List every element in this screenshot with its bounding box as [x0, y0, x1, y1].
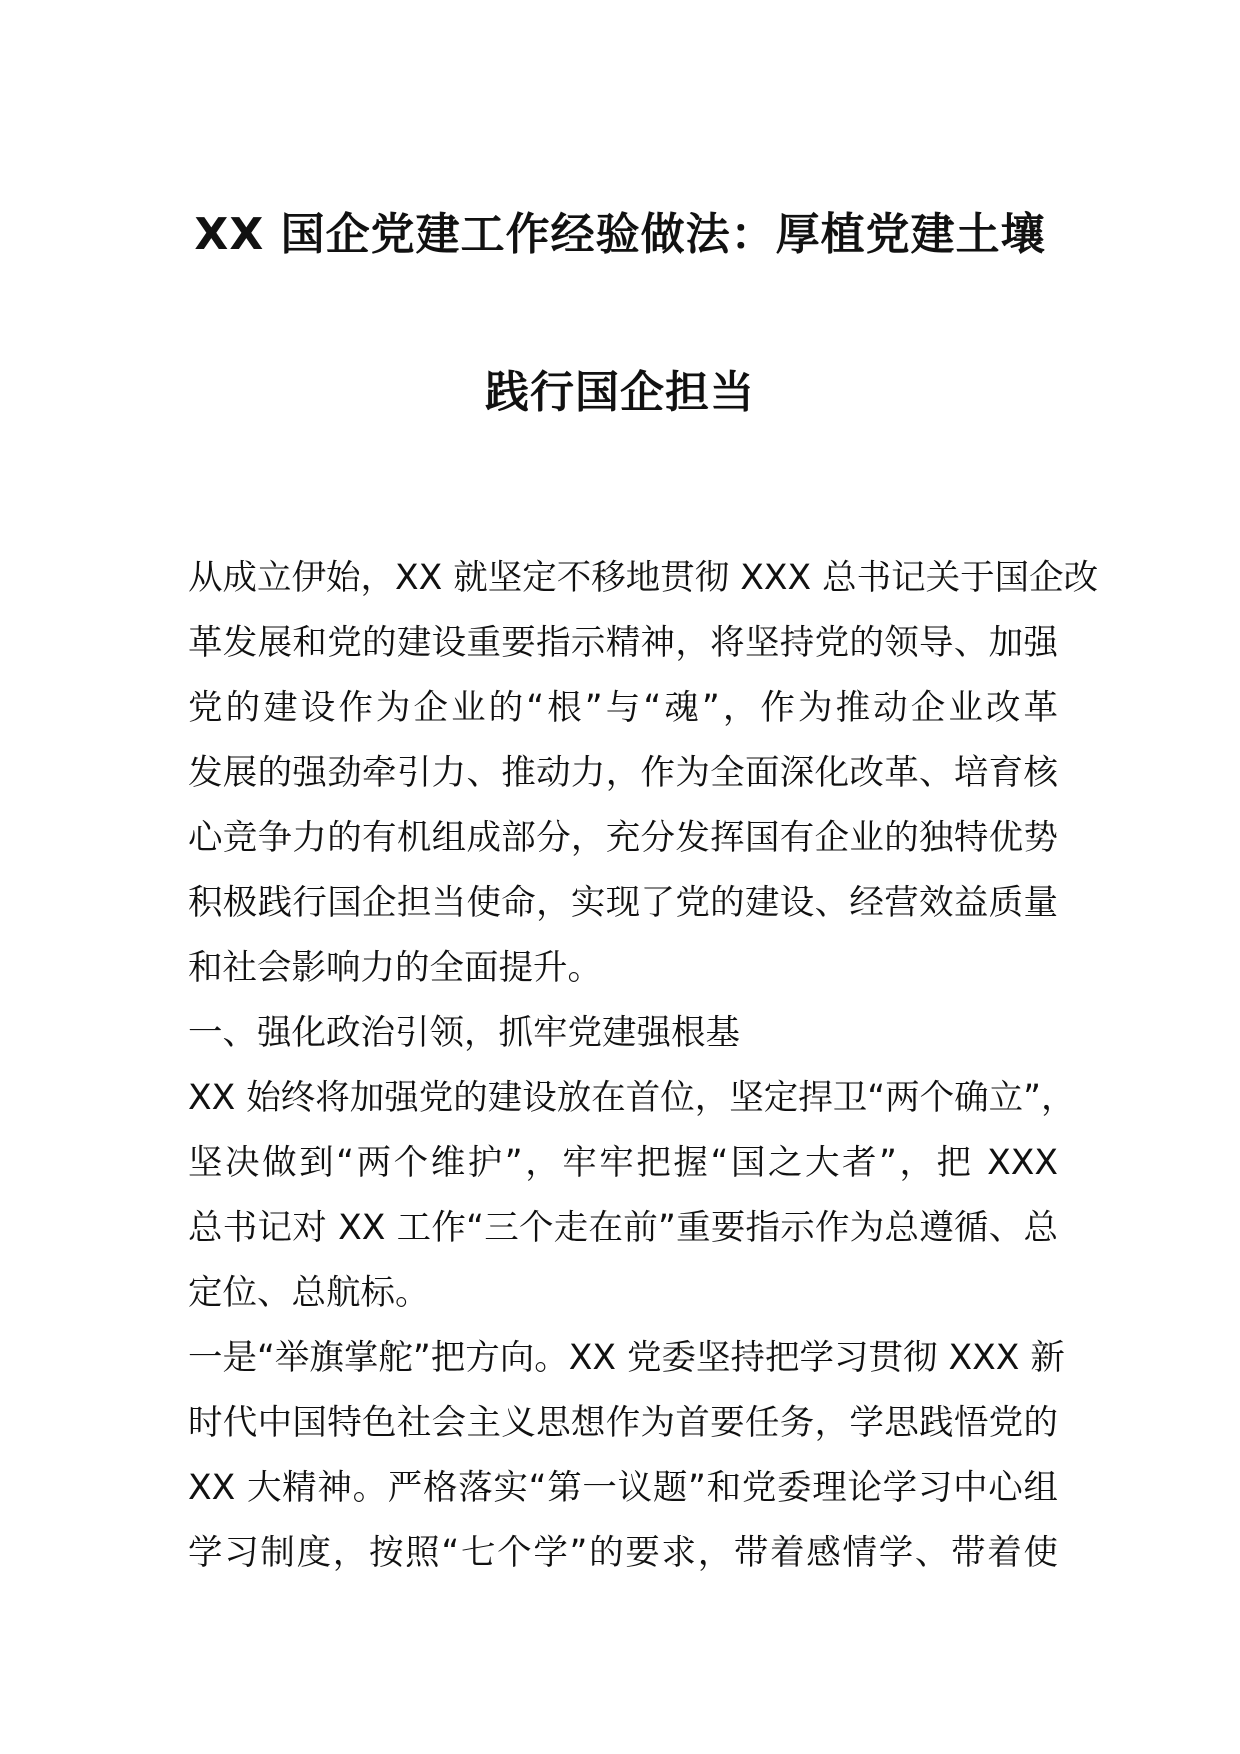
- section-heading-text: 一、强化政治引领，抓牢党建强根基: [188, 1013, 740, 1053]
- paragraph-direction: [188, 1326, 1065, 1586]
- text-line: 一是“举旗掌舵”把方向。XX 党委坚持把学习贯彻 XXX 新: [188, 1338, 1065, 1378]
- document-body: [188, 546, 1099, 1586]
- text-line: 坚决做到“两个维护”，牢牢把握“国之大者”，把 XXX: [188, 1143, 1058, 1183]
- text-line: 积极践行国企担当使命，实现了党的建设、经营效益质量: [188, 883, 1058, 923]
- text-line: 时代中国特色社会主义思想作为首要任务，学思践悟党的: [188, 1403, 1058, 1443]
- paragraph-political-guidance: [188, 1066, 1076, 1326]
- text-line: XX 始终将加强党的建设放在首位，坚定捍卫“两个确立”，: [188, 1078, 1076, 1118]
- text-line: 学习制度，按照“七个学”的要求，带着感情学、带着使: [188, 1533, 1058, 1573]
- text-line: 从成立伊始，XX 就坚定不移地贯彻 XXX 总书记关于国企改: [188, 558, 1099, 598]
- text-line: 发展的强劲牵引力、推动力，作为全面深化改革、培育核: [188, 753, 1058, 793]
- text-line: 和社会影响力的全面提升。: [188, 948, 602, 988]
- text-line: XX 大精神。严格落实“第一议题”和党委理论学习中心组: [188, 1468, 1058, 1508]
- text-line: 心竞争力的有机组成部分，充分发挥国有企业的独特优势: [188, 818, 1058, 858]
- text-line: 总书记对 XX 工作“三个走在前”重要指示作为总遵循、总: [188, 1208, 1058, 1248]
- section-heading: [188, 1001, 1058, 1066]
- document-title-line-1: XX 国企党建工作经验做法：厚植党建土壤: [194, 209, 1046, 260]
- document-title-line-2: 践行国企担当: [485, 367, 755, 418]
- paragraph-intro: [188, 546, 1099, 1001]
- text-line: 党的建设作为企业的“根”与“魂”，作为推动企业改革: [188, 688, 1058, 728]
- text-line: 定位、总航标。: [188, 1273, 430, 1313]
- text-line: 革发展和党的建设重要指示精神，将坚持党的领导、加强: [188, 623, 1058, 663]
